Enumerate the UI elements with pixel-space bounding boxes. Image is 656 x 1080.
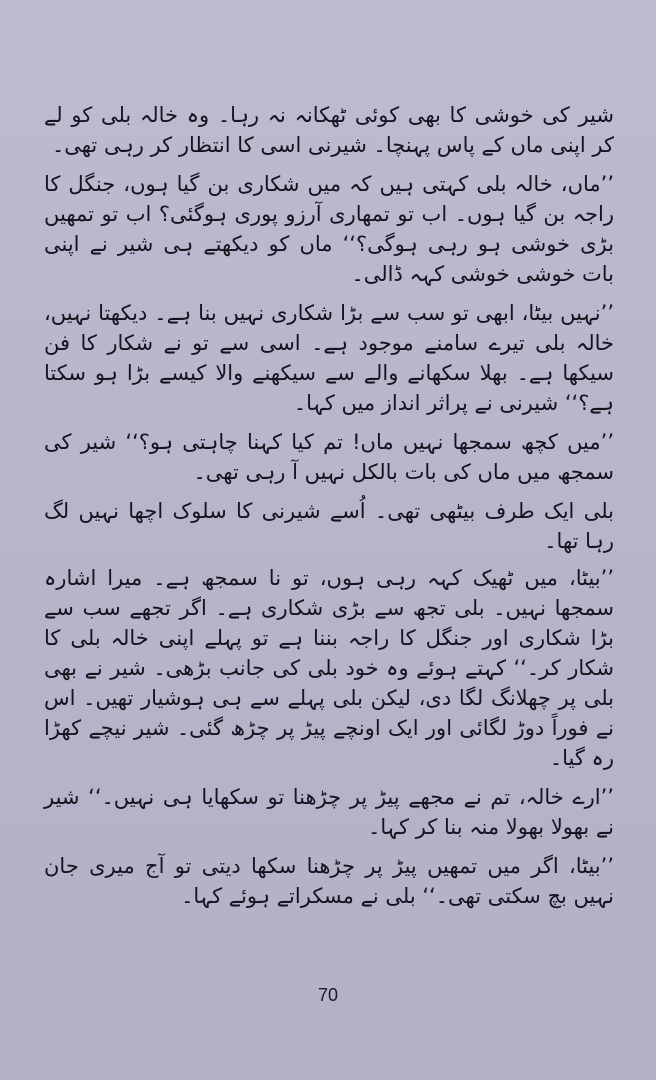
paragraph: ’’بیٹا، میں ٹھیک کہہ رہی ہوں، تو نا سمجھ ہے۔ میرا اشارہ سمجھا نہیں۔ بلی تجھ سے بڑی شکاری ہے۔ اگر تجھے سب سے بڑا شکاری اور جنگل کا راجہ بننا ہے تو پہلے اپنی خالہ بلی کا شکار کر۔‘‘ کہتے ہوئے وہ خود بلی کی جانب بڑھی۔ شیر نے بھی بلی پر چھلانگ لگا دی، لیکن بلی پہلے سے ہی ہوشیار تھیں۔ اس نے فوراً دوڑ لگائی اور ایک اونچے پیڑ پر چڑھ گئی۔ شیر نیچے کھڑا رہ گیا۔ [44, 566, 614, 770]
paragraph: ’’میں کچھ سمجھا نہیں ماں! تم کیا کہنا چاہتی ہو؟‘‘ شیر کی سمجھ میں ماں کی بات بالکل نہیں آ رہی تھی۔ [44, 430, 614, 484]
paragraph: شیر کی خوشی کا بھی کوئی ٹھکانہ نہ رہا۔ وہ خالہ بلی کو لے کر اپنی ماں کے پاس پہنچا۔ شیرنی اسی کا انتظار کر رہی تھی۔ [44, 103, 614, 157]
page-number: 70 [317, 985, 339, 1005]
paragraph: بلی ایک طرف بیٹھی تھی۔ اُسے شیرنی کا سلوک اچھا نہیں لگ رہا تھا۔ [44, 499, 614, 553]
paragraph: ’’ارے خالہ، تم نے مجھے پیڑ پر چڑھنا تو سکھایا ہی نہیں۔‘‘ شیر نے بھولا بھولا منہ بنا کر کہا۔ [44, 785, 614, 839]
paragraph: ’’نہیں بیٹا، ابھی تو سب سے بڑا شکاری نہیں بنا ہے۔ دیکھتا نہیں، خالہ بلی تیرے سامنے موجود ہے۔ اسی سے تو نے شکار کا فن سیکھا ہے۔ بھلا سکھانے والے سے سیکھنے والا کیسے بڑا ہو سکتا ہے؟‘‘ شیرنی نے پراثر انداز میں کہا۔ [44, 301, 614, 415]
paragraph: ’’ماں، خالہ بلی کہتی ہیں کہ میں شکاری بن گیا ہوں، جنگل کا راجہ بن گیا ہوں۔ اب تو تمھاری آرزو پوری ہوگئی؟ اب تو تمھیں بڑی خوشی ہو رہی ہوگی؟‘‘ ماں کو دیکھتے ہی شیر نے اپنی بات خوشی خوشی کہہ ڈالی۔ [44, 172, 614, 286]
paragraph: ’’بیٹا، اگر میں تمھیں پیڑ پر چڑھنا سکھا دیتی تو آج میری جان نہیں بچ سکتی تھی۔‘‘ بلی نے مسکراتے ہوئے کہا۔ [44, 854, 614, 908]
story-text [44, 100, 614, 920]
